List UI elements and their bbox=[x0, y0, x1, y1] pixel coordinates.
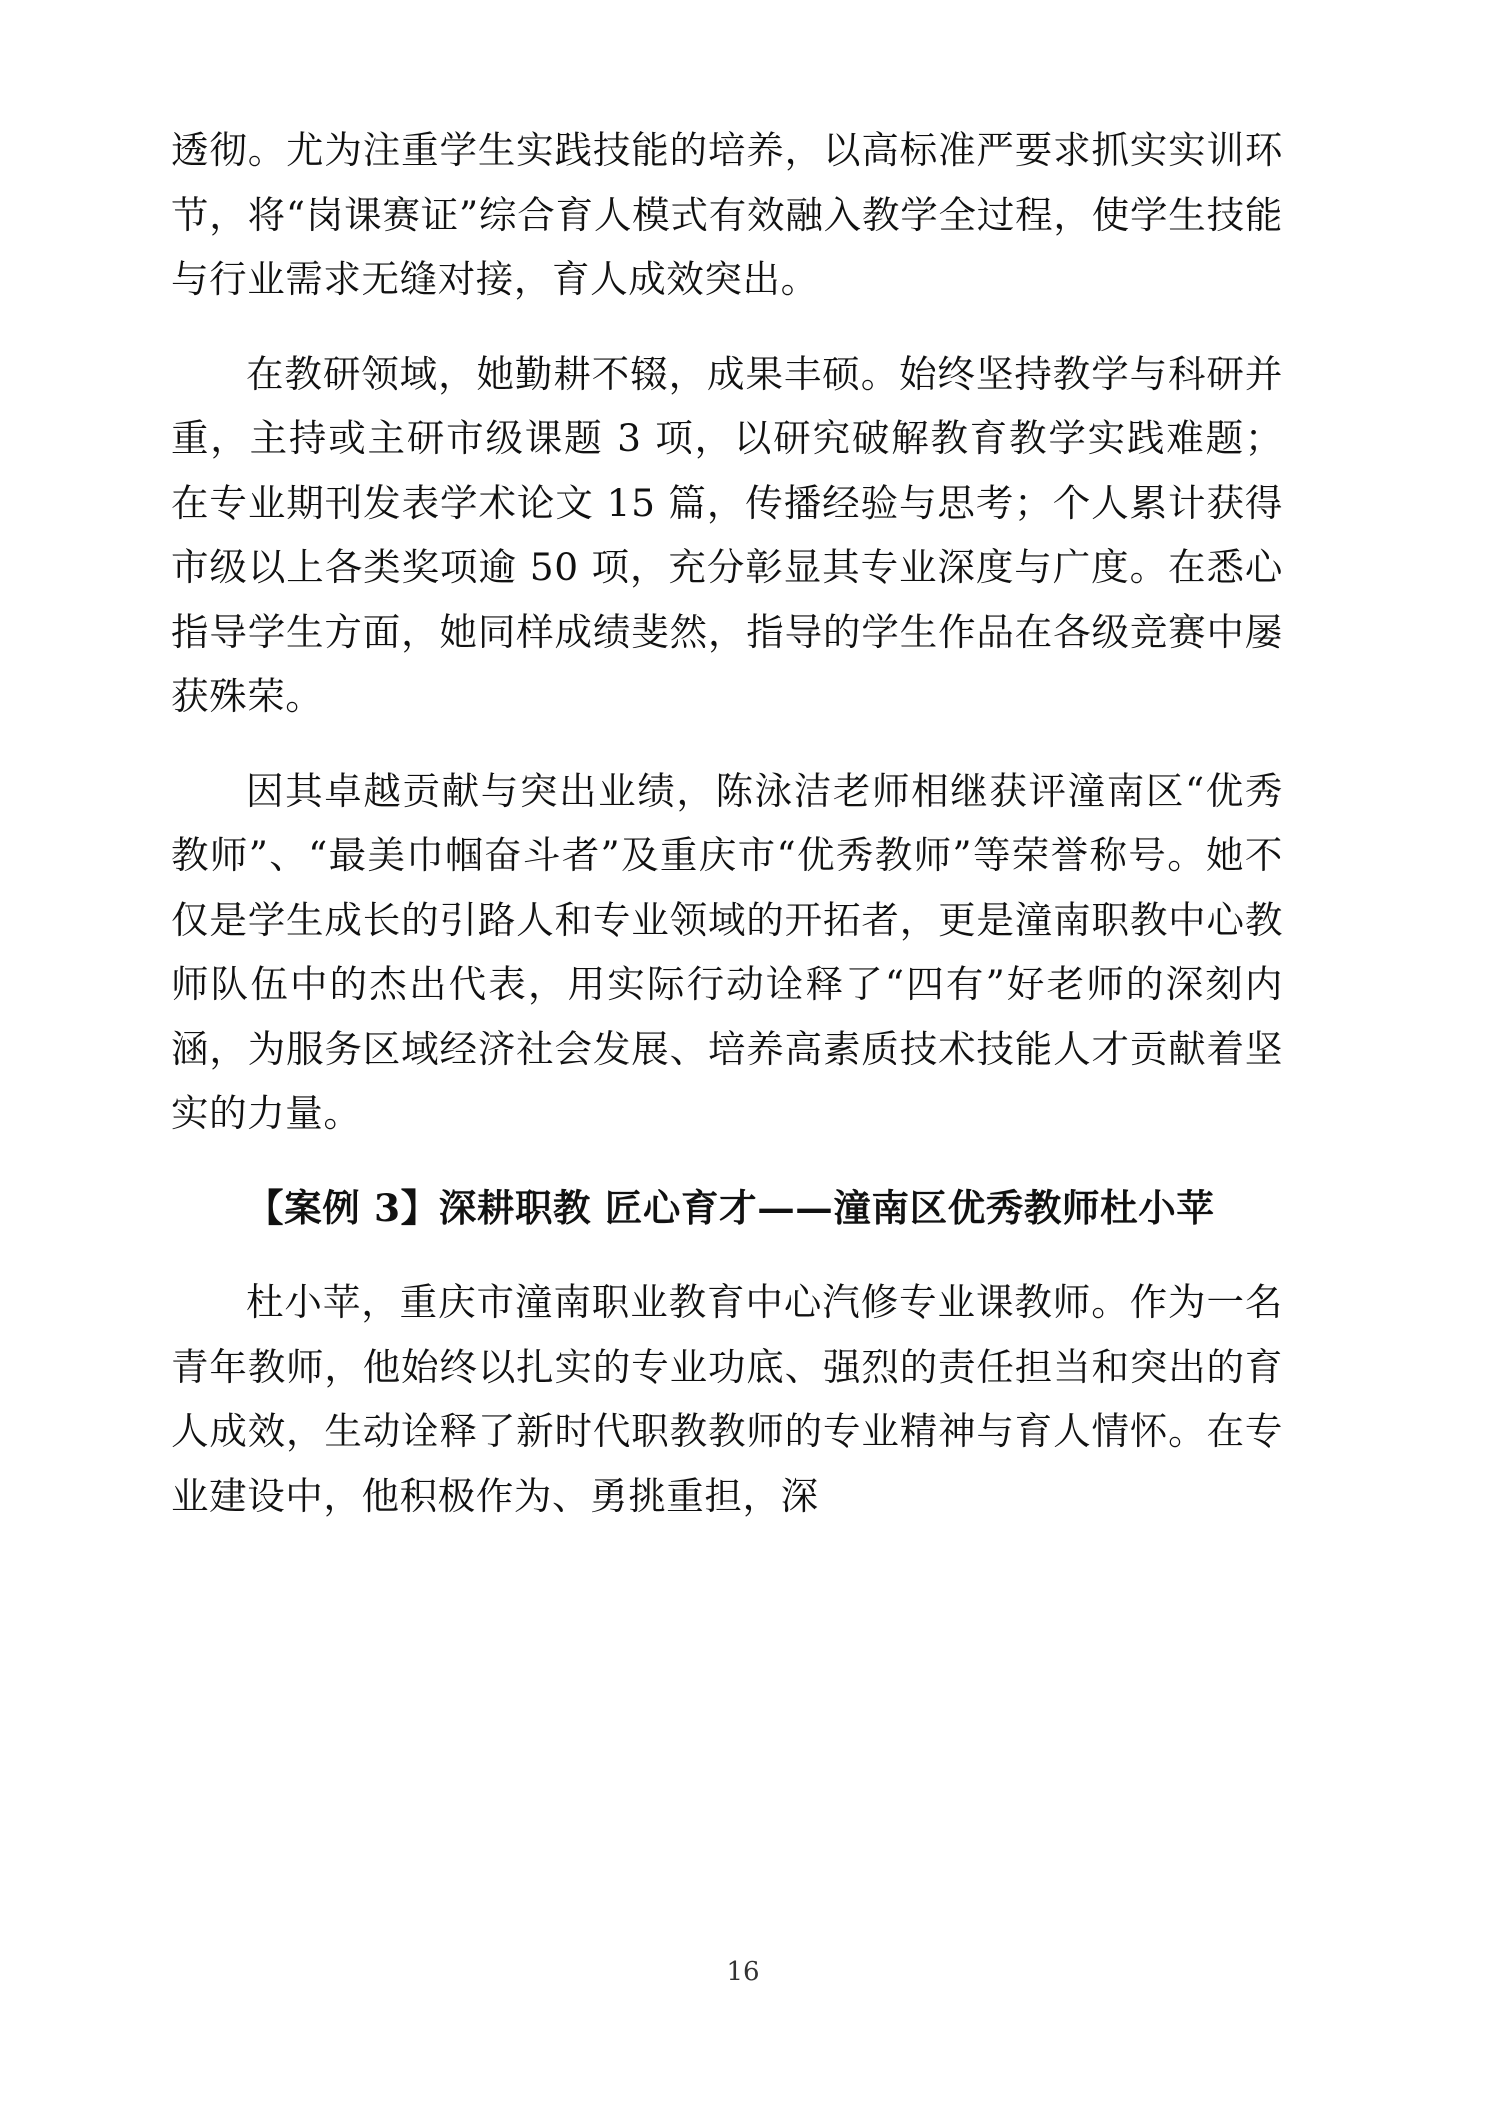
paragraph-5: 杜小苹，重庆市潼南职业教育中心汽修专业课教师。作为一名青年教师，他始终以扎实的专业功底、强烈的责任担当和突出的育人成效，生动诠释了新时代职教教师的专业精神与育人情怀。在专业建设中，他积极作为、勇挑重担，深 bbox=[171, 1280, 1283, 1518]
paragraph-2: 在教研领域，她勤耕不辍，成果丰硕。始终坚持教学与科研并重，主持或主研市级课题 3 项，以研究破解教育教学实践难题；在专业期刊发表学术论文 15 篇，传播经验与思考；个人累计获得市级以上各类奖项逾 50 项，充分彰显其专业深度与广度。在悉心指导学生方面，她同样成绩斐然，指导的学生作品在各级竞赛中屡获殊荣。 bbox=[171, 351, 1283, 718]
case-3-heading bbox=[171, 1176, 1283, 1241]
case-3-heading-rest: 苹 bbox=[1176, 1185, 1215, 1230]
paragraph-1: 透彻。尤为注重学生实践技能的培养，以高标准严要求抓实实训环节，将“岗课赛证”综合育人模式有效融入教学全过程，使学生技能与行业需求无缝对接，育人成效突出。 bbox=[171, 128, 1283, 301]
page-number: 16 bbox=[726, 1957, 760, 1987]
page-text-body bbox=[171, 118, 1283, 1541]
paragraph-3: 因其卓越贡献与突出业绩，陈泳洁老师相继获评潼南区“优秀教师”、“最美巾帼奋斗者”及重庆市“优秀教师”等荣誉称号。她不仅是学生成长的引路人和专业领域的开拓者，更是潼南职教中心教师队伍中的杰出代表，用实际行动诠释了“四有”好老师的深刻内涵，为服务区域经济社会发展、培养高素质技术技能人才贡献着坚实的力量。 bbox=[171, 768, 1283, 1135]
case-3-heading-bold: 【案例 3】深耕职教 匠心育才——潼南区优秀教师杜小 bbox=[246, 1185, 1177, 1230]
